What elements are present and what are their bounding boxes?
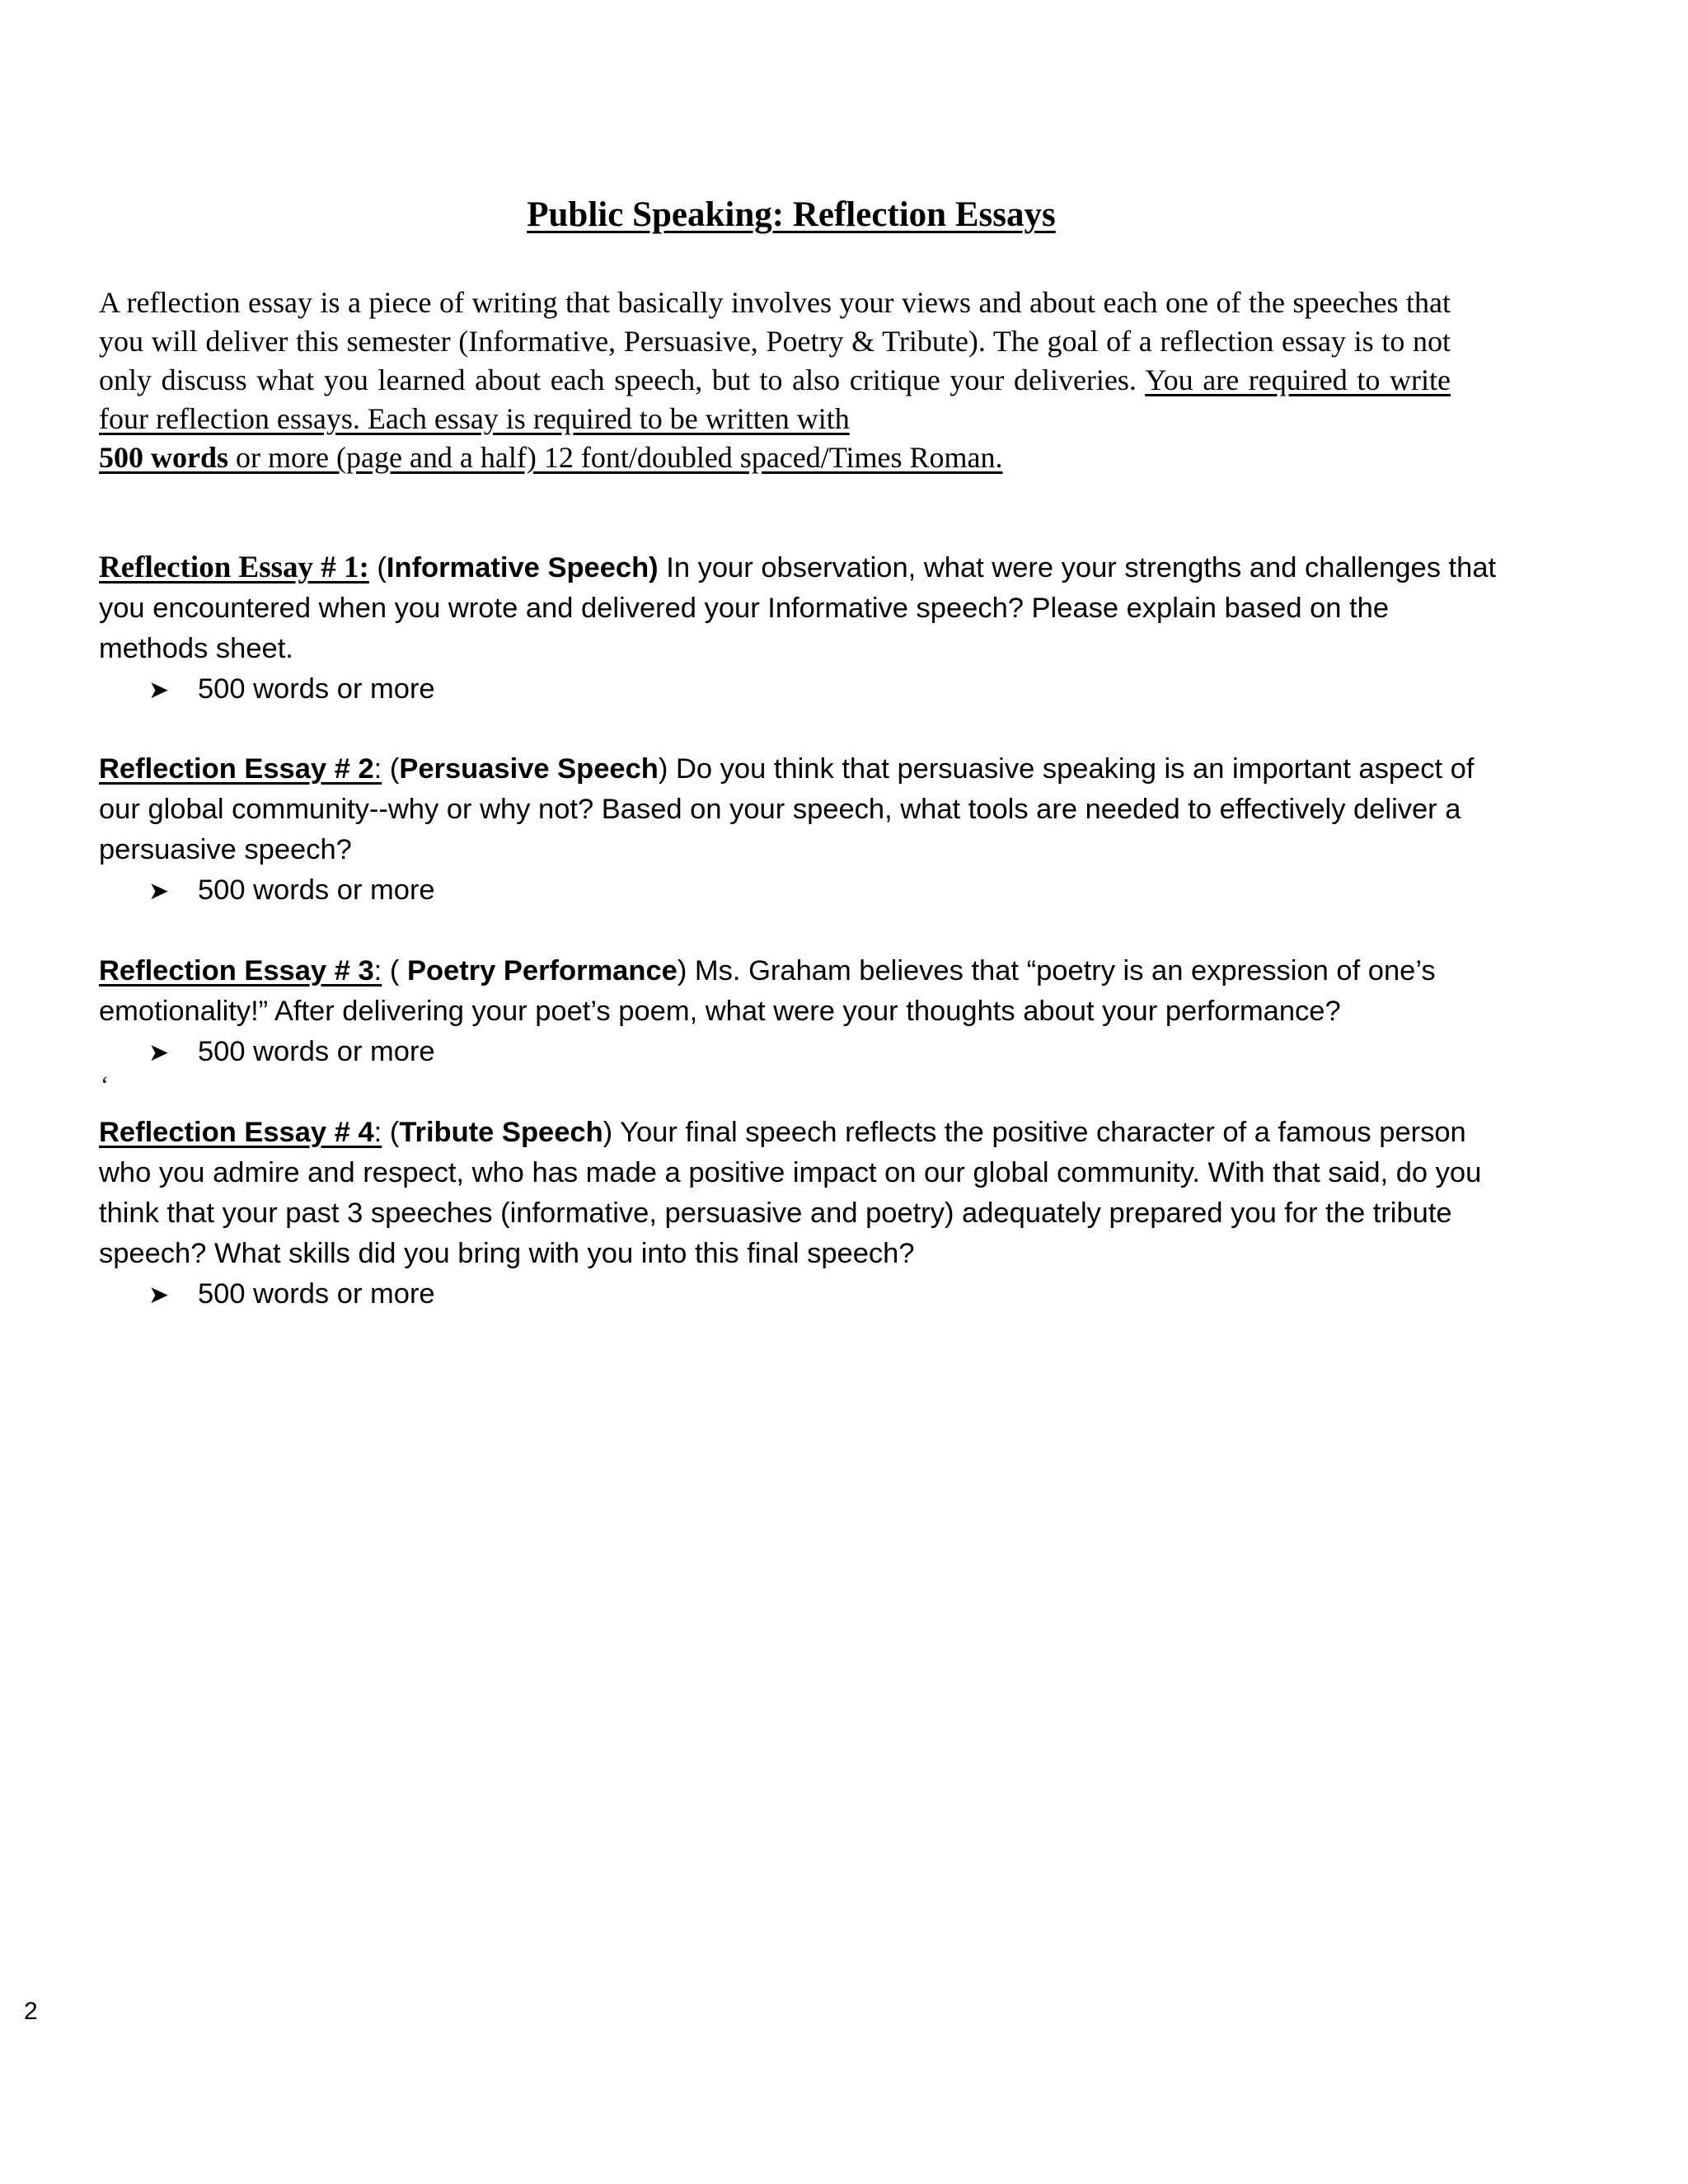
essay-prompt: Reflection Essay # 1: (Informative Speech) In your observation, what were your strengths and challenges that you encountered when you wrote and delivered your Informative speech? Please explain based on the methods sheet. <box>99 551 1497 664</box>
essay-speech-type: Poetry Performance <box>406 955 678 987</box>
bullet-text: 500 words or more <box>198 1036 435 1067</box>
bullet-text: 500 words or more <box>198 874 435 906</box>
essay-prompt: Reflection Essay # 3: ( Poetry Performance) Ms. Graham believes that “poetry is an expression of one’s emotionality!” After delivering your poet’s poem, what were your thoughts about your performance? <box>99 955 1436 1027</box>
essay-heading: Reflection Essay # 4 <box>99 1117 374 1148</box>
intro-text: A reflection essay is a piece of writing that basically involves your views and about each one of the speeches that you will deliver this semester (Informative, Persuasive, Poetry & Tribute). The goal of a reflection essay is to not only discuss what you learned about each speech, but to also critique your deliveries. <box>99 286 1451 396</box>
essay-question: Ms. Graham believes that “poetry is an expression of one’s emotionality!” After delivering your poet’s poem, what were your thoughts about your performance? <box>99 955 1436 1027</box>
essay-speech-type: Informative Speech) <box>386 552 659 583</box>
essay-question: Your final speech reflects the positive character of a famous person who you admire and respect, who has made a positive impact on our global community. With that said, do you think that your past 3 speeches (informative, persuasive and poetry) adequately prepared you for the tribute speech? What skills did you bring with you into this final speech? <box>99 1117 1482 1269</box>
essay-heading: Reflection Essay # 3 <box>99 955 374 987</box>
intro-word-count: 500 words <box>99 441 229 474</box>
essay-requirement-bullet <box>148 870 1500 912</box>
arrow-bullet-icon: ➤ <box>148 1282 170 1309</box>
bullet-text: 500 words or more <box>198 673 435 705</box>
arrow-bullet-icon: ➤ <box>148 1039 170 1066</box>
essay-prompt: Reflection Essay # 4: (Tribute Speech) Your final speech reflects the positive character of a famous person who you admire and respect, who has made a positive impact on our global community. With that said, do you think that your past 3 speeches (informative, persuasive and poetry) adequately prepared you for the tribute speech? What skills did you bring with you into this final speech? <box>99 1117 1482 1269</box>
essay-speech-type: Tribute Speech <box>399 1117 603 1148</box>
intro-requirement-tail: or more (page and a half) 12 font/doubled spaced/Times Roman. <box>228 441 1003 474</box>
essay-requirement-bullet <box>148 669 1500 710</box>
bullet-text: 500 words or more <box>198 1278 435 1310</box>
page-title: Public Speaking: Reflection Essays <box>527 195 1056 234</box>
essay-heading: Reflection Essay # 1: <box>99 551 369 584</box>
page-number: 2 <box>24 1998 38 2025</box>
essay-question: Do you think that persuasive speaking is an important aspect of our global community--why or why not? Based on your speech, what tools are needed to effectively deliver a persuasive speech? <box>99 753 1475 865</box>
intro-paragraph <box>99 284 1451 477</box>
essay-question: In your observation, what were your strengths and challenges that you encountered when you wrote and delivered your Informative speech? Please explain based on the methods sheet. <box>99 552 1497 664</box>
essay-requirement-bullet <box>148 1032 1500 1073</box>
essay-requirement-bullet <box>148 1274 1500 1315</box>
arrow-bullet-icon: ➤ <box>148 878 170 905</box>
essay-prompt: Reflection Essay # 2: (Persuasive Speech) Do you think that persuasive speaking is an important aspect of our global community--why or why not? Based on your speech, what tools are needed to effectively deliver a persuasive speech? <box>99 753 1475 865</box>
essay-section-1 <box>99 547 1500 710</box>
essay-heading: Reflection Essay # 2 <box>99 753 374 785</box>
intro-requirement: You are required to write four reflection essays. Each essay is required to be written with <box>99 363 1451 435</box>
essay-section-2 <box>99 749 1500 912</box>
essay-speech-type: Persuasive Speech <box>399 753 659 785</box>
essay-section-4 <box>99 1113 1500 1315</box>
essay-section-3 <box>99 951 1500 1073</box>
stray-quote-mark: ‘ <box>101 1071 109 1099</box>
arrow-bullet-icon: ➤ <box>148 677 170 704</box>
